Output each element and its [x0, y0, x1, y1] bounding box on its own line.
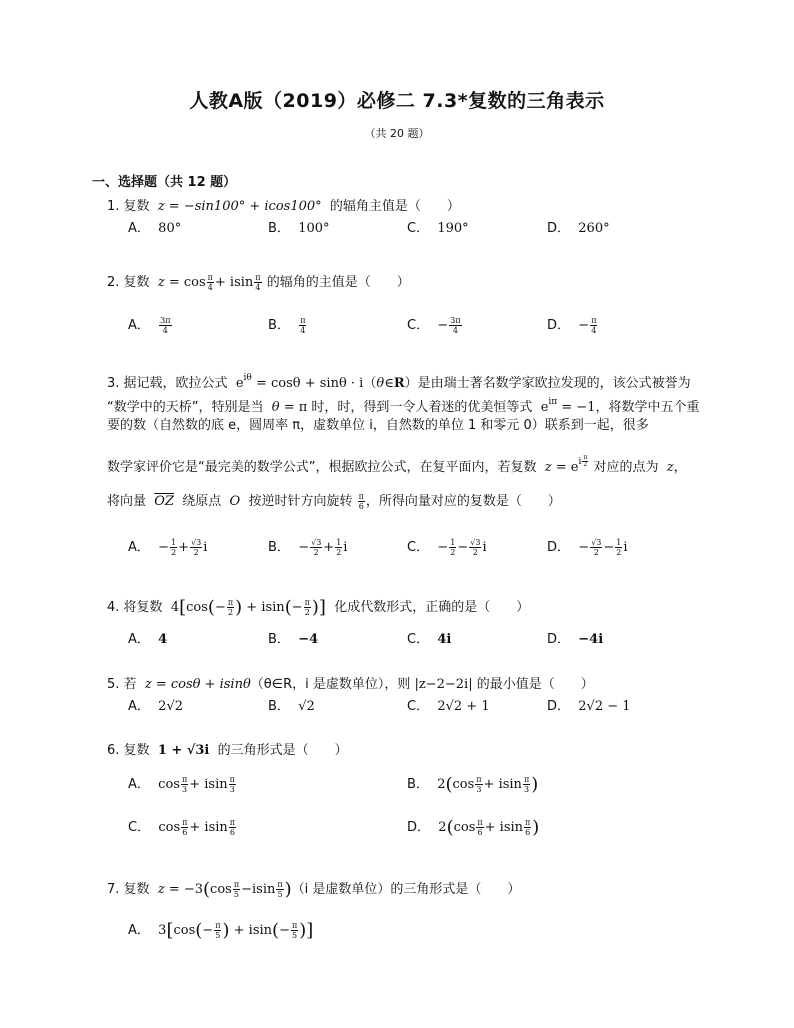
q1-option-a[interactable]: A． 80°	[128, 221, 182, 236]
question-number: 5.	[107, 677, 120, 692]
q1-option-d[interactable]: D． 260°	[547, 221, 610, 236]
q5-option-a[interactable]: A． 2√2	[128, 699, 183, 714]
q4-option-c[interactable]: C． 4i	[407, 632, 452, 647]
question-number: 1.	[107, 199, 120, 214]
question-number: 3.	[107, 376, 120, 391]
q2-option-d[interactable]: D． − $\frac{\pi}{4}$	[547, 316, 597, 335]
section-heading: 一、选择题（共 12 题）	[92, 175, 237, 190]
q1-option-c[interactable]: C． 190°	[407, 221, 469, 236]
q3-option-d[interactable]: D． − $\frac{√3}{2}$ − $\frac{1}{2}$ i	[547, 538, 628, 557]
q2-option-a[interactable]: A． $\frac{3\pi}{4}$	[128, 316, 171, 335]
q5-option-c[interactable]: C． 2√2 + 1	[407, 699, 490, 714]
q6-option-c[interactable]: C． cos $\frac{\pi}{6}$ + isin $\frac{\pi}{6}$	[128, 818, 236, 837]
q2-option-c[interactable]: C． − $\frac{3\pi}{4}$	[407, 316, 461, 335]
q6-option-b[interactable]: B． 2(cos $\frac{\pi}{3}$ + isin $\frac{\pi}{3}$ )	[407, 774, 539, 795]
q5-option-d[interactable]: D． 2√2 − 1	[547, 699, 631, 714]
question-5: 5. 若 z = cosθ + isinθ（θ∈R，i 是虚数单位），则 |z−2−2i| 的最小值是（ ）	[107, 677, 594, 692]
question-1: 1. 复数 z = −sin100° + icos100° 的辐角主值是（ ）	[107, 199, 460, 214]
q3-option-b[interactable]: B． − $\frac{√3}{2}$ + $\frac{1}{2}$ i	[268, 538, 348, 557]
q1-option-b[interactable]: B． 100°	[268, 221, 330, 236]
question-6: 6. 复数 1 + √3i 的三角形式是（ ）	[107, 743, 348, 758]
q3-option-c[interactable]: C． − $\frac{1}{2}$ − $\frac{√3}{2}$ i	[407, 538, 487, 557]
q6-option-a[interactable]: A． cos $\frac{\pi}{3}$ + isin $\frac{\pi}{3}$	[128, 775, 235, 794]
q4-option-a[interactable]: A． 4	[128, 632, 168, 647]
q4-option-d[interactable]: D． −4i	[547, 632, 604, 647]
document-page: 人教A版（2019）必修二 7.3*复数的三角表示 （共 20 题） 一、选择题（共 12 题） 1. 复数 z = −sin100° + icos100° 的辐角主值是（ ） A． 80° B． 100° C． 190° D． 260° 2. 复数 z = cos $\frac{\pi}{4}$ + isin $\frac{\pi}{4}$ 的辐角的主值是（ ） A． $\frac{3\pi}{4}$ B． $\frac{\pi}{4}$ C． − $\frac{3\pi}{4}$ D． − $\frac{\pi}{4}$ 3. 据记载，欧拉公式 $e^{i\theta} = \cos\theta + \sin\theta$ · i（θ∈R）是由瑞士著名数学家欧拉发现的，该公式被誉为 “数学中的天桥”，特别是当 θ = π 时，时，得到一令人着迷的优美恒等式 $e^{i\pi} = -1$，将数学中五个重 要的数（自然数的底 e，圆周率 π，虚数单位 i，自然数的单位 1 和零元 0）联系到一起，很多 数学家评价它是“最完美的数学公式”，根据欧拉公式，在复平面内，若复数 $z = e^{i \frac{\pi}{2}}$ 对应的点为 z， 将向量 $\overline{OZ}$ 绕原点 O 按逆时针方向旋转 $\frac{\pi}{6}$ ，所得向量对应的复数是（ ） A． − $\frac{1}{2}$ + $\frac{√3}{2}$ i B． − $\frac{√3}{2}$ + $\frac{1}{2}$ i C． − $\frac{1}{2}$ − $\frac{√3}{2}$ i D． − $\frac{√3}{2}$ − $\frac{1}{2}$ i 4. 将复数 4[cos(− $\frac{\pi}{2}$ ) + isin(− $\frac{\pi}{2}$ )] 化成代数形式，正确的是（ ） A． 4 B． −4 C． 4i D． −4i 5. 若 z = cosθ + isinθ（θ∈R，i 是虚数单位），则 |z−2−2i| 的最小值是（ ） A． 2√2 B． √2 C． 2√2 + 1 D． 2√2 − 1 6. 复数 1 + √3i 的三角形式是（ ） A． cos $\frac{\pi}{3}$ + isin $\frac{\pi}{3}$ B． 2(cos $\frac{\pi}{3}$ + isin $\frac{\pi}{3}$ ) C． cos $\frac{\pi}{6}$ + isin $\frac{\pi}{6}$ D． 2(cos $\frac{\pi}{6}$ + isin $\frac{\pi}{6}$ ) 7. 复数 z = −3(cos $\frac{\pi}{5}$ −isin $\frac{\pi}{5}$ )（i 是虚数单位）的三角形式是（ ） A． 3[cos(− $\frac{\pi}{5}$ ) + isin(− $\frac{\pi}{5}$ )]	[0, 0, 794, 1028]
page-subtitle: （共 20 题）	[364, 127, 430, 140]
q2-option-b[interactable]: B． $\frac{\pi}{4}$	[268, 316, 306, 335]
question-number: 6.	[107, 743, 120, 758]
question-7: 7. 复数 z = −3(cos $\frac{\pi}{5}$ −isin $\frac{\pi}{5}$ )（i 是虚数单位）的三角形式是（ ）	[107, 879, 521, 900]
question-number: 7.	[107, 882, 120, 897]
question-number: 4.	[107, 600, 120, 615]
question-4: 4. 将复数 4[cos(− $\frac{\pi}{2}$ ) + isin(− $\frac{\pi}{2}$ )] 化成代数形式，正确的是（ ）	[107, 597, 530, 618]
question-number: 2.	[107, 275, 120, 290]
question-2: 2. 复数 z = cos $\frac{\pi}{4}$ + isin $\frac{\pi}{4}$ 的辐角的主值是（ ）	[107, 273, 410, 292]
math-expression: z = −sin100° + icos100°	[157, 199, 322, 214]
q4-option-b[interactable]: B． −4	[268, 632, 319, 647]
page-title: 人教A版（2019）必修二 7.3*复数的三角表示	[189, 90, 605, 112]
q6-option-d[interactable]: D． 2(cos $\frac{\pi}{6}$ + isin $\frac{\pi}{6}$ )	[407, 817, 540, 838]
q3-option-a[interactable]: A． − $\frac{1}{2}$ + $\frac{√3}{2}$ i	[128, 538, 208, 557]
q7-option-a[interactable]: A． 3[cos(− $\frac{\pi}{5}$ ) + isin(− $\frac{\pi}{5}$ )]	[128, 920, 314, 941]
q5-option-b[interactable]: B． √2	[268, 699, 315, 714]
